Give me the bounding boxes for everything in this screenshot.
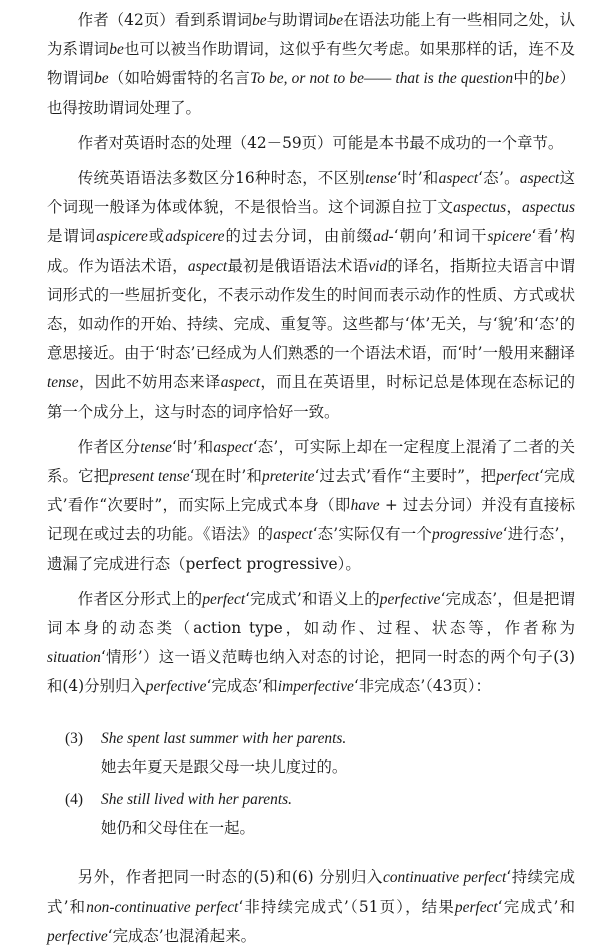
paragraph-copula-be [47, 6, 575, 123]
text-run: ‘完成态’和 [206, 677, 278, 696]
italic-term: aspect [187, 257, 228, 275]
italic-term: preterite [262, 468, 315, 486]
example-chinese: 她仍和父母住在一起。 [101, 819, 255, 838]
text-run: ‘态’实际仅有一个 [312, 525, 432, 544]
text-run: ， [506, 198, 522, 217]
italic-term: aspectus [521, 199, 575, 217]
example-english: She spent last summer with her parents. [101, 729, 347, 747]
text-run: 最初是俄语语法术语 [227, 256, 369, 275]
paragraph-aspect-etymology [47, 164, 575, 427]
italic-term: aspect [273, 526, 313, 544]
example-item [65, 724, 575, 782]
italic-term: perfect [496, 468, 539, 486]
text-run: 作者区分 [77, 437, 141, 456]
text-run: 在语法功能上有一些相同之处，认为系谓词 [47, 11, 575, 59]
text-run: ‘看’构成。作为语法术语， [47, 227, 575, 275]
text-run: ‘态’。 [477, 169, 520, 188]
italic-term: perfective [379, 590, 441, 608]
text-run: ‘完成态’，但是把谓词本身的动态类（action type，如动作、过程、状态等，作者称为 [47, 589, 575, 638]
text-run: ，因此不妨用态来译 [78, 373, 221, 392]
italic-term: aspect [220, 374, 261, 392]
text-run: ‘时’和 [171, 437, 214, 456]
example-number: (3) [65, 729, 83, 747]
italic-term: aspicere [96, 228, 148, 246]
paragraph-tense-aspect-confusion [47, 433, 575, 579]
paragraph-continuative-perfect [47, 863, 575, 951]
text-run: ，而且在英语里，时标记总是体现在态标记的第一个成分上，这与时态的词序恰好一致。 [47, 373, 575, 421]
italic-term: spicere [487, 228, 532, 246]
italic-term: adspicere [165, 228, 225, 246]
text-run: ‘完成式’和语义上的 [245, 589, 380, 608]
text-run: ）也得按助谓词处理了。 [47, 69, 575, 117]
italic-term: aspect [213, 438, 253, 456]
example-english: She still lived with her parents. [101, 791, 292, 809]
example-list [65, 724, 575, 844]
italic-term: perfect [202, 590, 246, 608]
italic-term: tense [47, 374, 79, 392]
italic-term: To be, or not to be—— that is the question [250, 70, 514, 88]
italic-term: tense [365, 170, 397, 188]
article-body [47, 6, 575, 951]
example-item [65, 785, 575, 843]
text-run: ‘过去式’看作“主要时”，把 [314, 467, 497, 486]
text-run: 作者区分形式上的 [77, 589, 203, 608]
text-run: ‘完成式’和 [497, 897, 575, 916]
italic-term: perfective [145, 678, 207, 696]
italic-term: tense [140, 438, 172, 456]
text-run: ‘完成态’也混淆起来。 [107, 926, 256, 945]
text-run: ‘非持续完成式’（51页），结果 [238, 897, 455, 916]
text-run: ‘持续完成式’和 [47, 868, 575, 916]
italic-term: be [544, 70, 560, 88]
italic-term: perfective [47, 927, 108, 945]
text-run: 的译名，指斯拉夫语言中谓词形式的一些屈折变化，不表示动作发生的时间而表示动作的性质、方式或状态，如动作的开始、持续、完成、重复等。这些都与‘体’无关，与‘貌’和‘态’的意思接近。由于‘时态’已经成为人们熟悉的一个语法术语，而‘时’一般用来翻译 [47, 256, 575, 363]
text-run: ‘时’和 [396, 169, 439, 188]
italic-term: vid [368, 257, 388, 275]
example-number: (4) [65, 791, 83, 809]
paragraph-tense-chapter [47, 129, 575, 158]
italic-term: be [109, 41, 124, 59]
text-run: 或 [147, 227, 166, 246]
text-run: 另外，作者把同一时态的(5)和(6) 分别归入 [77, 868, 383, 887]
italic-term: aspectus [453, 199, 507, 217]
italic-term: situation [47, 649, 101, 667]
text-run: 也可以被当作助谓词，这似乎有些欠考虑。如果那样的话，连不及物谓词 [47, 40, 575, 88]
text-run: 与助谓词 [266, 11, 329, 29]
text-run: ‘现在时’和 [189, 467, 262, 486]
text-run: ‘态’，可实际上却在一定程度上混淆了二者的关系。它把 [47, 437, 575, 486]
italic-term: aspect [519, 170, 560, 188]
example-chinese: 她去年夏天是跟父母一块儿度过的。 [101, 757, 348, 776]
italic-term: progressive [431, 526, 503, 544]
italic-term: present tense [109, 468, 190, 486]
text-run: 传统英语语法多数区分16种时态，不区别 [77, 169, 366, 188]
text-run: ‘完成式’看作“次要时”，而实际上完成式本身（即 [47, 467, 575, 515]
text-run: 作者（42页）看到系谓词 [77, 11, 253, 29]
text-run: ‘情形’）这一语义范畴也纳入对态的讨论，把同一时态的两个句子(3)和(4)分别归入 [47, 648, 575, 696]
italic-term: perfect [454, 898, 498, 916]
italic-term: non-continuative perfect [86, 898, 239, 916]
text-run: ‘进行态’，遗漏了完成进行态（perfect progressive）。 [47, 525, 575, 573]
italic-term: have [350, 497, 380, 515]
text-run: 是谓词 [47, 227, 97, 246]
italic-term: continuative perfect [382, 869, 507, 887]
text-run: 中的 [513, 69, 545, 88]
italic-term: aspect [438, 170, 478, 188]
text-run: ‘非完成态’（43页）： [353, 677, 491, 696]
italic-term: imperfective [277, 678, 354, 696]
text-run: 作者对英语时态的处理（42－59页）可能是本书最不成功的一个章节。 [77, 133, 564, 152]
text-run: 的过去分词，由前缀 [224, 227, 374, 246]
italic-term: be [328, 12, 344, 29]
text-run: 这个词现一般译为体或体貌，不是很恰当。这个词源自拉丁文 [47, 169, 575, 217]
italic-term: be [94, 70, 109, 88]
italic-term: ad- [373, 228, 394, 246]
paragraph-perfective [47, 585, 575, 702]
italic-term: be [252, 12, 267, 29]
text-run: （如哈姆雷特的名言 [108, 69, 251, 88]
text-run: + 过去分词）并没有直接标记现在或过去的功能。《语法》的 [47, 496, 575, 544]
text-run: ‘朝向’和词干 [393, 227, 488, 246]
